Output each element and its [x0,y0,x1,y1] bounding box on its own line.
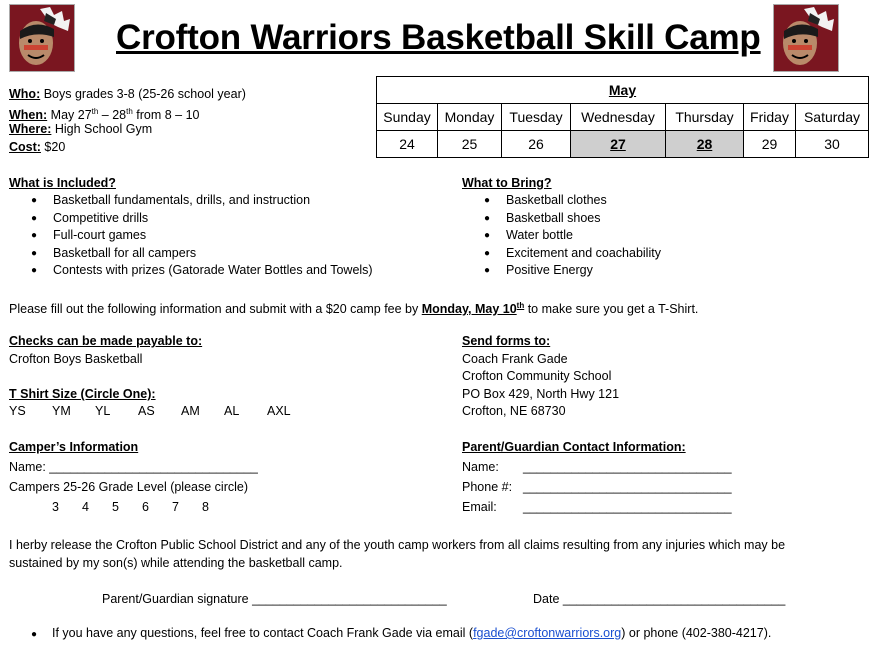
send-line: Crofton, NE 68730 [462,404,566,418]
fill-out-text-end: to make sure you get a T-Shirt. [524,302,699,317]
contact-text: If you have any questions, feel free to contact Coach Frank Gade via email ( [52,626,474,640]
fill-out-text: Please fill out the following information and submit with a $20 camp fee by [9,302,422,317]
grade-option[interactable]: 4 [82,500,89,514]
camper-heading: Camper’s Information [9,440,139,454]
list-item: ● Competitive drills [9,210,373,228]
calendar-day: Saturday [796,104,869,131]
calendar-date-highlighted: 27 [571,131,666,158]
contact-line [52,625,771,642]
bring-list [462,192,661,280]
checks-payee: Crofton Boys Basketball [9,352,143,366]
calendar-date: 30 [796,131,869,158]
calendar-month: May [377,77,869,104]
release-line-1: I herby release the Crofton Public School District and any of the youth camp workers from all claims resulting from any injuries which may be [9,538,786,552]
parent-phone-field[interactable]: ______________________________ [523,480,732,494]
contact-bullet [31,625,37,643]
calendar-date: 26 [502,131,571,158]
cost-value: $20 [40,140,66,154]
send-line: Crofton Community School [462,369,612,383]
deadline: Monday, May 10 [421,302,517,317]
list-item: ● Basketball shoes [462,210,661,228]
warrior-head-icon [774,5,838,71]
page-title: Crofton Warriors Basketball Skill Camp [116,18,761,57]
send-line: Coach Frank Gade [462,352,568,366]
warrior-head-icon [10,5,74,71]
when-label: When: [9,108,48,123]
list-item: ● Basketball for all campers [9,245,373,263]
parent-phone-label: Phone #: [462,480,513,494]
list-item: ● Positive Energy [462,262,661,280]
calendar-date: 29 [744,131,796,158]
calendar-date: 24 [377,131,438,158]
calendar-day: Wednesday [571,104,666,131]
contact-text-end: ) or phone (402-380-4217). [621,626,772,640]
camper-name-field[interactable]: Name: ______________________________ [9,460,258,474]
tshirt-size-option[interactable]: YL [95,404,111,418]
parent-heading: Parent/Guardian Contact Information: [462,440,686,454]
list-item: ● Water bottle [462,227,661,245]
calendar-day: Sunday [377,104,438,131]
tshirt-size-option[interactable]: AS [138,404,155,418]
grade-option[interactable]: 6 [142,500,149,514]
tshirt-size-option[interactable]: AXL [267,404,291,418]
parent-email-field[interactable]: ______________________________ [523,500,732,514]
where-value: High School Gym [51,122,153,136]
when-value-b: – 28 [98,108,127,123]
grade-option[interactable]: 7 [172,500,179,514]
signature-field[interactable]: Parent/Guardian signature ____________________________ [102,592,447,606]
list-item: ● Contests with prizes (Gatorade Water Bottles and Towels) [9,262,373,280]
calendar-date-highlighted: 28 [666,131,744,158]
cost-label: Cost: [9,140,41,154]
when-sup-b: th [126,107,133,116]
calendar-day: Friday [744,104,796,131]
calendar-day: Thursday [666,104,744,131]
grade-option[interactable]: 5 [112,500,119,514]
when-sup-a: th [91,107,99,116]
where-label: Where: [9,122,52,136]
checks-heading: Checks can be made payable to: [9,334,203,348]
parent-name-field[interactable]: ______________________________ [523,460,732,474]
list-item: ● Excitement and coachability [462,245,661,263]
bullet-icon: ● [31,629,38,640]
grade-option[interactable]: 3 [52,500,59,514]
who-label: Who: [9,87,41,101]
list-item: ● Full-court games [9,227,373,245]
parent-name-label: Name: [462,460,499,474]
tshirt-size-option[interactable]: AL [224,404,240,418]
tshirt-size-option[interactable]: YM [52,404,71,418]
bring-heading: What to Bring? [462,176,552,190]
calendar-date: 25 [438,131,502,158]
deadline-sup: th [516,301,525,310]
date-field[interactable]: Date ________________________________ [533,592,786,606]
warrior-head-logo-left [9,4,75,72]
when-value-c: from 8 – 10 [132,108,200,123]
calendar-day: Monday [438,104,502,131]
tshirt-size-option[interactable]: AM [181,404,200,418]
contact-email-link[interactable]: fgade@croftonwarriors.org [473,626,622,640]
when-value-a: May 27 [47,108,92,123]
included-list [9,192,373,280]
cost-line [9,139,65,156]
warrior-head-logo-right [773,4,839,72]
fill-out-instructions [9,297,698,318]
where-line [9,121,152,138]
tshirt-size-option[interactable]: YS [9,404,26,418]
who-line [9,86,246,103]
list-item: ● Basketball clothes [462,192,661,210]
camper-grade-options [52,499,232,516]
send-heading: Send forms to: [462,334,551,348]
camper-grade-label: Campers 25-26 Grade Level (please circle) [9,480,248,494]
tshirt-sizes [9,403,291,420]
calendar-day: Tuesday [502,104,571,131]
list-item: ● Basketball fundamentals, drills, and instruction [9,192,373,210]
camp-calendar [376,76,869,158]
included-heading: What is Included? [9,176,116,190]
parent-email-label: Email: [462,500,497,514]
release-line-2: sustained by my son(s) while attending the basketball camp. [9,556,343,570]
tshirt-heading: T Shirt Size (Circle One): [9,387,156,401]
send-line: PO Box 429, North Hwy 121 [462,387,620,401]
grade-option[interactable]: 8 [202,500,209,514]
who-value: Boys grades 3-8 (25-26 school year) [40,87,246,101]
